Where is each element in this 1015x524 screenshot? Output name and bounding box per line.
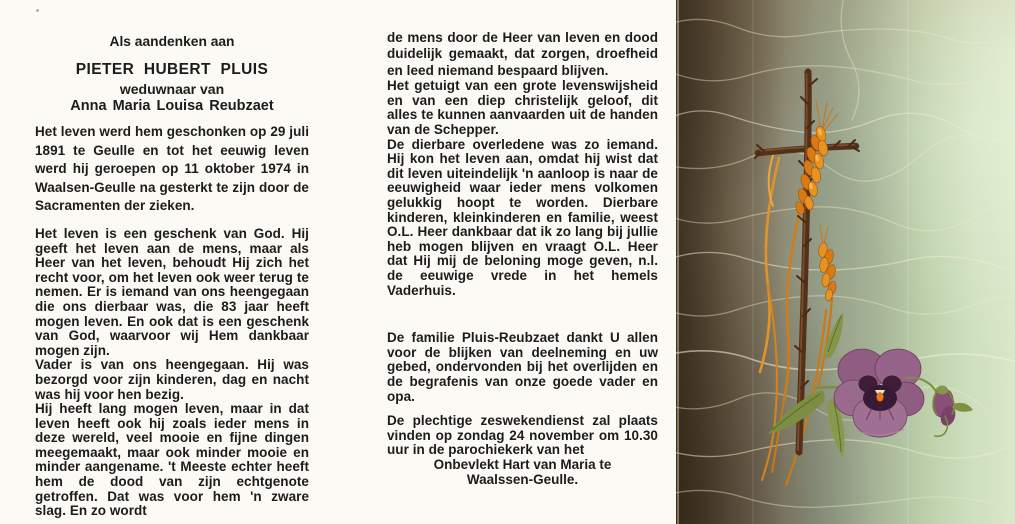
memorial-paragraph: Hij heeft lang mogen leven, maar in dat leven heeft ook hij zoals ieder mens in deze wereld, veel mooie en fijne dingen meegemaakt, maar ook minder mooie en minder aangename. 't Meeste echter heeft hem de dood van zijn echtgenote getroffen. Dat was voor hem 'n zware slag. En zo wordt [35, 401, 309, 519]
memorial-illustration [676, 0, 1015, 524]
memorial-intro: Als aandenken aan [109, 34, 235, 49]
memorial-paragraph: De dierbare overledene was zo iemand. Hij kon het leven aan, omdat hij wist dat dit leven uiteindelijk 'n aanloop is naar de eeuwigheid waar ieder mens volkomen gelukkig hoopt te worden. Dierbare kinderen, kleinkinderen en familie, weest O.L. Heer dankbaar dat ik zo lang bij jullie heb mogen blijven en vraagt O.L. Heer dat Hij mij de beloning moge geven, n.l. de eeuwige vrede in het hemels Vaderhuis. [387, 136, 658, 298]
relation-line: weduwnaar van [119, 81, 225, 97]
left-column [35, 0, 309, 519]
memorial-paragraph: Het leven is een geschenk van God. Hij geeft het leven aan de mens, maar als Heer van het leven, behoudt Hij zich het recht voor, om het leven ook weer terug te nemen. Er is iemand van ons heengegaan die ons dierbaar was, die 83 jaar heeft mogen leven. En ook dat is een geschenk van God, waarvoor wij Hem dankbaar mogen zijn. [35, 225, 309, 358]
spouse-name: Anna Maria Louisa Reubzaet [70, 98, 274, 114]
service-location-line: Waalssen-Geulle. [466, 471, 579, 487]
right-column [387, 0, 658, 487]
marbled-background [676, 0, 1015, 524]
service-announcement: De plechtige zeswekendienst zal plaats vinden op zondag 24 november om 10.30 uur in de parochiekerk van het [387, 413, 658, 458]
memorial-illustration-panel [676, 0, 1015, 524]
memorial-paragraph: Vader is van ons heengegaan. Hij was bezorgd voor zijn kinderen, dag en nacht was hij voor hen bezig. [35, 357, 309, 402]
deceased-name: PIETER HUBERT PLUIS [75, 61, 269, 78]
family-thanks-paragraph: De familie Pluis-Reubzaet dankt U allen voor de blijken van deelneming en uw gebed, ondervonden bij het overlijden en de begrafenis van onze goede vader en opa. [387, 330, 658, 404]
memorial-paragraph: Het getuigt van een grote levenswijsheid en van een diep christelijk geloof, dit alles te kunnen aanvaarden uit de handen van de Schepper. [387, 78, 658, 137]
memorial-paragraph: de mens door de Heer van leven en dood duidelijk gemaakt, dat zorgen, droefheid en leed niemand bespaard blijven. [387, 30, 658, 78]
service-location-line: Onbevlekt Hart van Maria te [433, 456, 612, 472]
memorial-paragraph: Het leven werd hem geschonken op 29 juli 1891 te Geulle en tot het eeuwig leven werd hij geroepen op 11 oktober 1974 in Waalsen-Geulle na gesterkt te zijn door de Sacramenten der zieken. [35, 124, 309, 214]
